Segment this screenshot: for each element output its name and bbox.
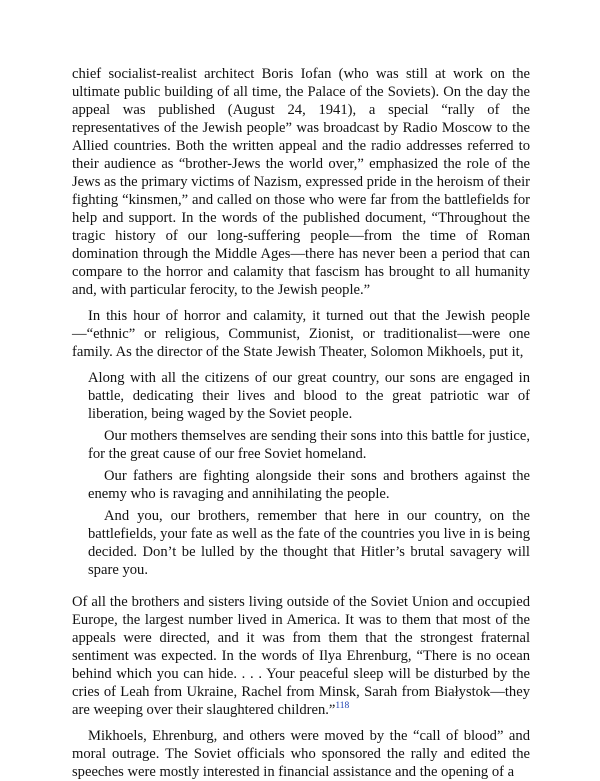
footnote-reference[interactable]: 118 xyxy=(335,701,350,712)
paragraph-1: chief socialist-realist architect Boris Iofan (who was still at work on the ultimate public building of all time, the Palace of the Soviets). On the day the appeal was published (August 24, 1941), a special “rally of the representatives of the Jewish people” was broadcast by Radio Moscow to the Allied countries. Both the written appeal and the radio addresses referred to their audience as “brother-Jews the world over,” emphasized the role of the Jews as the primary victims of Nazism, expressed pride in the heroism of their fighting “kinsmen,” and called on those who were far from the battlefields for help and support. In the words of the published document, “Throughout the tragic history of our long-suffering people—from the time of Roman domination through the Middle Ages—there has never been a period that can compare to the horror and calamity that fascism has brought to all humanity and, with particular ferocity, to the Jewish people.” xyxy=(72,66,530,298)
quote-paragraph-1: Along with all the citizens of our great country, our sons are engaged in battle, dedicating their lives and blood to the great patriotic war of liberation, being waged by the Soviet people. xyxy=(88,370,530,422)
paragraph-4: Mikhoels, Ehrenburg, and others were moved by the “call of blood” and moral outrage. The Soviet officials who sponsored the rally and edited the speeches were mostly interested in financial assistance and the opening of a xyxy=(72,728,530,780)
quote-paragraph-2: Our mothers themselves are sending their sons into this battle for justice, for the great cause of our free Soviet homeland. xyxy=(88,428,530,462)
quote-paragraph-4: And you, our brothers, remember that here in our country, on the battlefields, your fate as well as the fate of the countries you live in is being decided. Don’t be lulled by the thought that Hitler’s brutal savagery will spare you. xyxy=(88,508,530,578)
paragraph-3-text: Of all the brothers and sisters living outside of the Soviet Union and occupied Europe, the largest number lived in America. It was to them that most of the appeals were directed, and it was from them that the strongest fraternal sentiment was expected. In the words of Ilya Ehrenburg, “There is no ocean behind which you can hide. . . . Your peaceful sleep will be disturbed by the cries of Leah from Ukraine, Rachel from Minsk, Sarah from Białystok—they are weeping over their slaughtered children.” xyxy=(72,594,530,718)
page-body xyxy=(72,65,530,781)
quote-paragraph-3: Our fathers are fighting alongside their sons and brothers against the enemy who is ravaging and annihilating the people. xyxy=(88,468,530,502)
block-quote xyxy=(88,369,530,579)
paragraph-3 xyxy=(72,593,530,719)
paragraph-2: In this hour of horror and calamity, it turned out that the Jewish people —“ethnic” or religious, Communist, Zionist, or traditionalist—were one family. As the director of the State Jewish Theater, Solomon Mikhoels, put it, xyxy=(72,308,530,360)
